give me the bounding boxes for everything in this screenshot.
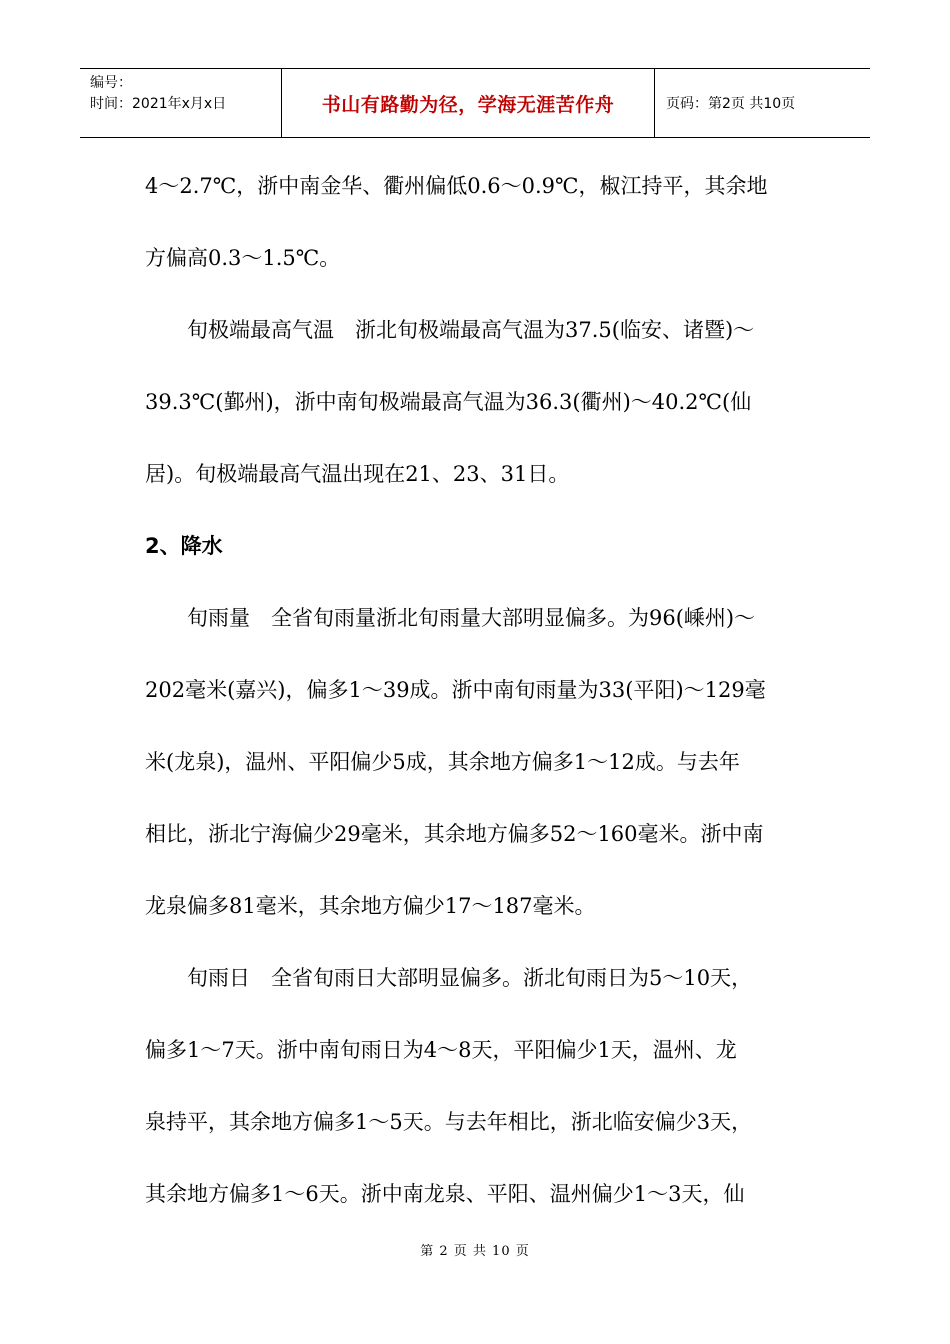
section-heading: 2、降水: [145, 534, 223, 558]
body-line: 居)。旬极端最高气温出现在21、23、31日。: [145, 462, 570, 486]
body-line: 202毫米(嘉兴)，偏多1～39成。浙中南旬雨量为33(平阳)～129毫: [145, 678, 766, 702]
header-meta: [80, 69, 282, 137]
body-line: 旬雨日 全省旬雨日大部明显偏多。浙北旬雨日为5～10天，: [145, 966, 753, 990]
number-label: 编号：: [90, 75, 132, 91]
body-line: 方偏高0.3～1.5℃。: [145, 246, 341, 270]
body-line: 龙泉偏多81毫米，其余地方偏少17～187毫米。: [145, 894, 596, 918]
page-header: [80, 68, 870, 138]
date-label: 时间：2021年x月x日: [90, 96, 227, 112]
header-motto: 书山有路勤为径，学海无涯苦作舟: [282, 69, 655, 137]
body-line: 旬雨量 全省旬雨量浙北旬雨量大部明显偏多。为96(嵊州)～: [145, 606, 756, 630]
body-line: 偏多1～7天。浙中南旬雨日为4～8天，平阳偏少1天，温州、龙: [145, 1038, 737, 1062]
body-line: 4～2.7℃，浙中南金华、衢州偏低0.6～0.9℃，椒江持平，其余地: [145, 174, 768, 198]
body-line: 米(龙泉)，温州、平阳偏少5成，其余地方偏多1～12成。与去年: [145, 750, 740, 774]
document-body: [145, 150, 810, 1230]
header-page-info: 页码：第2页 共10页: [666, 96, 796, 112]
body-line: 旬极端最高气温 浙北旬极端最高气温为37.5(临安、诸暨)～: [145, 318, 755, 342]
body-line: 泉持平，其余地方偏多1～5天。与去年相比，浙北临安偏少3天，: [145, 1110, 753, 1134]
body-line: 其余地方偏多1～6天。浙中南龙泉、平阳、温州偏少1～3天，仙: [145, 1182, 745, 1206]
page-footer: 第 2 页 共 10 页: [420, 1244, 530, 1259]
body-line: 39.3℃(鄞州)，浙中南旬极端最高气温为36.3(衢州)～40.2℃(仙: [145, 390, 752, 414]
body-line: 相比，浙北宁海偏少29毫米，其余地方偏多52～160毫米。浙中南: [145, 822, 764, 846]
